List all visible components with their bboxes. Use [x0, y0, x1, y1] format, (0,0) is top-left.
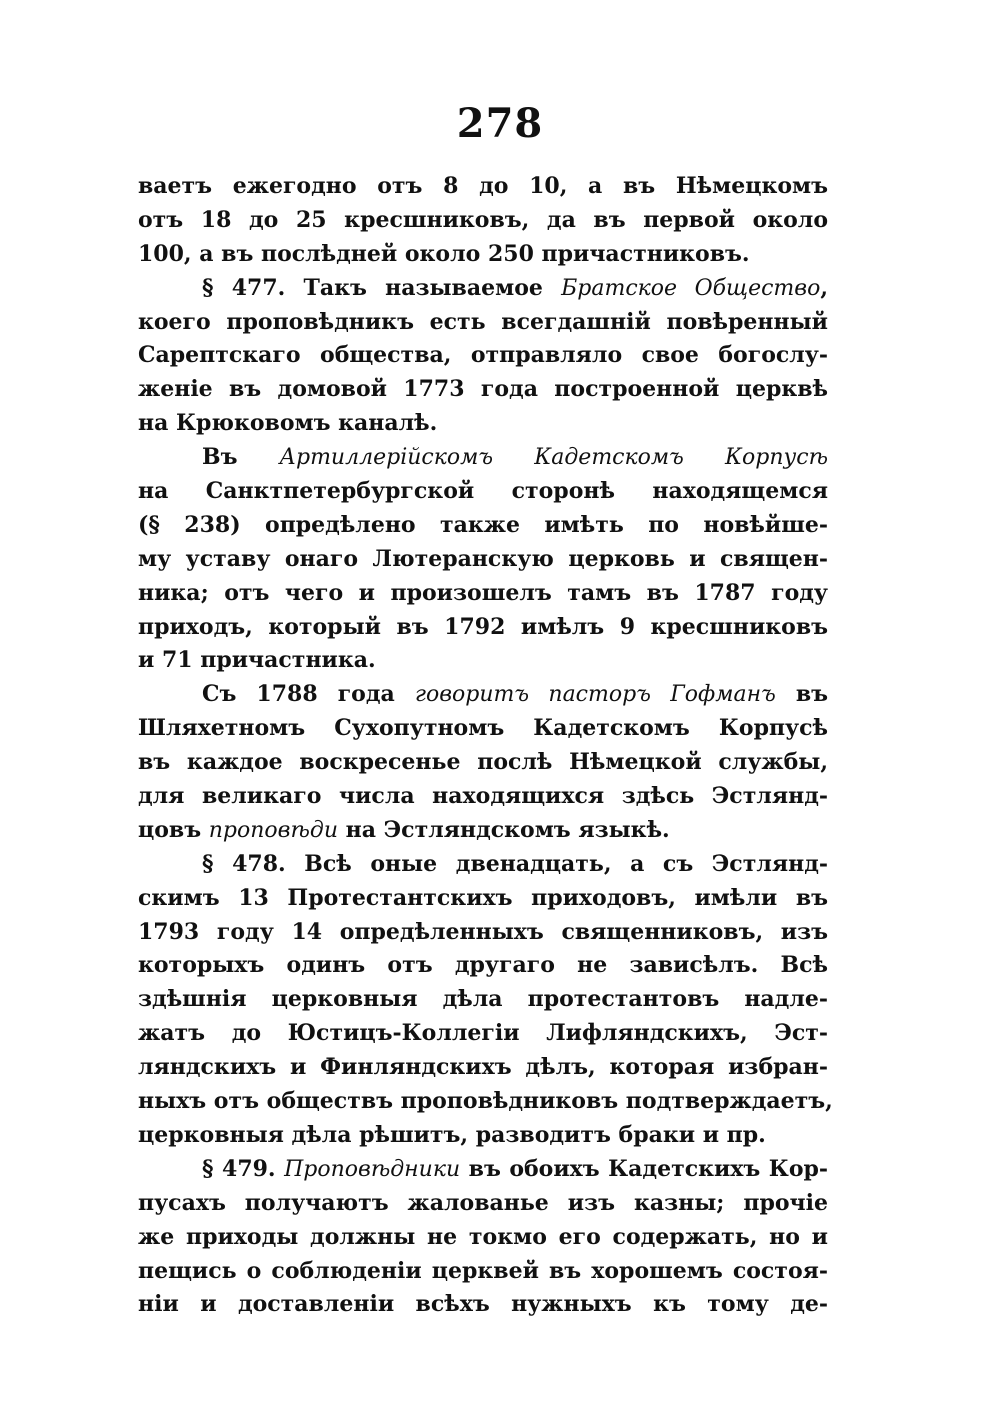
- text-line: здѣшнія церковныя дѣла протестантовъ надле-: [138, 986, 828, 1013]
- text-line: на Санктпетербургской сторонѣ находящемся: [138, 478, 828, 505]
- text-line: скимъ 13 Протестантскихъ приходовъ, имѣли въ: [138, 884, 828, 911]
- paragraph-478-start: § 478. Всѣ оные двенадцать, а съ Эстлянд-: [202, 850, 828, 877]
- text-line: которыхъ одинъ отъ другаго не зависѣлъ. Всѣ: [138, 952, 828, 979]
- text-line: же приходы должны не токмо его содержать, но и: [138, 1223, 828, 1250]
- italic-term: проповѣди: [208, 817, 338, 843]
- text-line: 1793 году 14 опредѣленныхъ священниковъ, изъ: [138, 918, 828, 945]
- body-text: [138, 170, 833, 1322]
- text-line: жатъ до Юстицъ-Коллегіи Лифляндскихъ, Эст-: [138, 1020, 828, 1047]
- italic-term: говоритъ пасторъ Гофманъ: [414, 682, 776, 708]
- text-line: коего проповѣдникъ есть всегдашній повѣренный: [138, 308, 828, 335]
- italic-term: Проповѣдники: [284, 1156, 461, 1182]
- text-line: ника; отъ чего и произошелъ тамъ въ 1787 году: [138, 579, 828, 606]
- text-line: ляндскихъ и Финляндскихъ дѣлъ, которая избран-: [138, 1054, 828, 1081]
- italic-term: Братское Общество: [561, 275, 821, 301]
- paragraph-1788-start: Съ 1788 года говоритъ пасторъ Гофманъ въ: [202, 681, 828, 708]
- paragraph-artillery-start: Въ Артиллерійскомъ Кадетскомъ Корпусѣ: [202, 444, 828, 471]
- text-line: женіе въ домовой 1773 года построенной церквѣ: [138, 376, 828, 403]
- italic-term: Артиллерійскомъ Кадетскомъ Корпусѣ: [279, 445, 828, 471]
- text-line: въ каждое воскресенье послѣ Нѣмецкой службы,: [138, 749, 828, 776]
- text-line: для великаго числа находящихся здѣсь Эстлянд-: [138, 783, 828, 810]
- text-line: пусахъ получаютъ жалованье изъ казны; прочіе: [138, 1189, 828, 1216]
- text-line: пещись о соблюденіи церквей въ хорошемъ состоя-: [138, 1257, 828, 1284]
- text-line: ныхъ отъ обществъ проповѣдниковъ подтверждаетъ,: [138, 1088, 833, 1115]
- text-line: му уставу онаго Лютеранскую церковь и священ-: [138, 545, 828, 572]
- text-line: 100, а въ послѣдней около 250 причастниковъ.: [138, 240, 750, 267]
- text-line: приходъ, который въ 1792 имѣлъ 9 кресшниковъ: [138, 613, 828, 640]
- text-line: церковныя дѣла рѣшитъ, разводитъ браки и пр.: [138, 1121, 766, 1148]
- text-line: на Крюковомъ каналѣ.: [138, 410, 438, 437]
- paragraph-479-start: § 479. Проповѣдники въ обоихъ Кадетскихъ Кор-: [202, 1155, 829, 1182]
- text-line: ваетъ ежегодно отъ 8 до 10, а въ Нѣмецкомъ: [138, 173, 828, 199]
- text-line: и 71 причастника.: [138, 647, 376, 674]
- text-line: (§ 238) опредѣлено также имѣть по новѣйше-: [138, 511, 828, 538]
- text-line: Шляхетномъ Сухопутномъ Кадетскомъ Корпусѣ: [138, 715, 828, 742]
- text-line: отъ 18 до 25 кресшниковъ, да въ первой около: [138, 206, 828, 233]
- text-line: цовъ проповѣди на Эстляндскомъ языкѣ.: [138, 816, 670, 843]
- page-number: 278: [456, 100, 544, 147]
- text-line: ніи и доставленіи всѣхъ нужныхъ къ тому де-: [138, 1291, 828, 1318]
- paragraph-477-start: § 477. Такъ называемое Братское Общество,: [202, 274, 828, 301]
- text-line: Сарептскаго общества, отправляло свое богослу-: [138, 342, 828, 369]
